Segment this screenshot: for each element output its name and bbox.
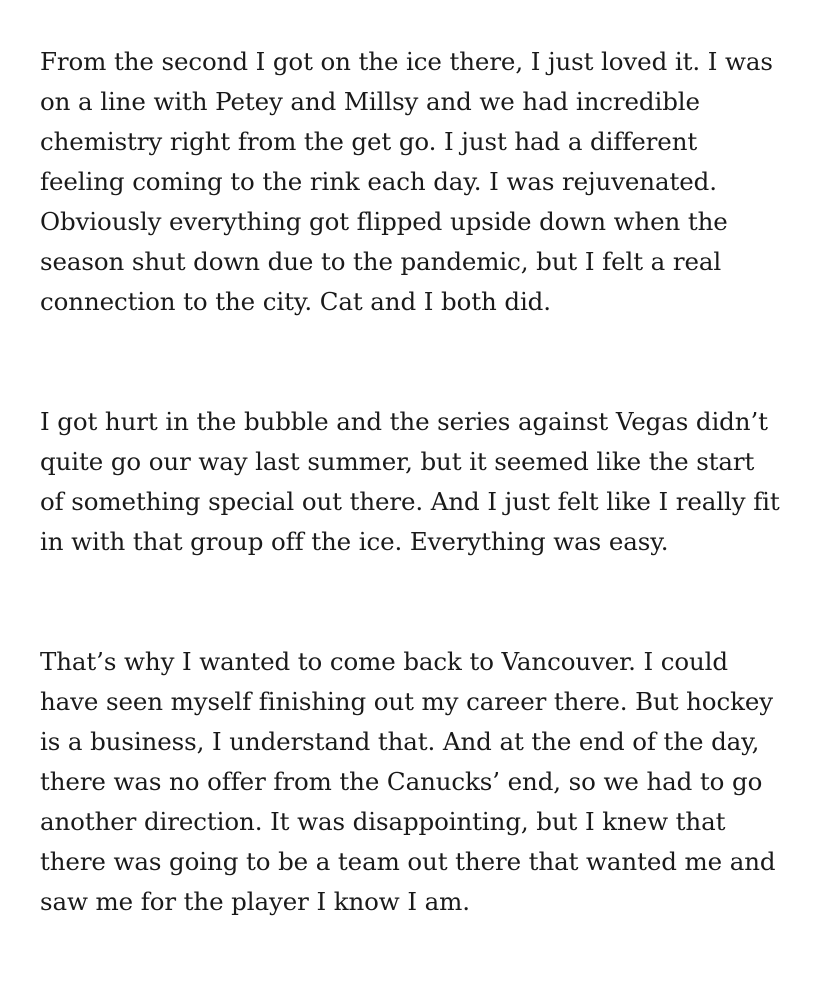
- paragraph-2: [40, 402, 800, 562]
- paragraph-line: in with that group off the ice. Everything was easy.: [40, 527, 669, 556]
- paragraph-line: saw me for the player I know I am.: [40, 887, 470, 916]
- paragraph-line: season shut down due to the pandemic, but I felt a real: [40, 247, 722, 276]
- paragraph-line: quite go our way last summer, but it seemed like the start: [40, 447, 755, 476]
- paragraph-line: feeling coming to the rink each day. I was rejuvenated.: [40, 167, 717, 196]
- paragraph-line: is a business, I understand that. And at the end of the day,: [40, 727, 760, 756]
- article-body: [40, 42, 800, 1002]
- paragraph-line: Obviously everything got flipped upside down when the: [40, 207, 728, 236]
- paragraph-line: connection to the city. Cat and I both did.: [40, 287, 551, 316]
- paragraph-line: there was going to be a team out there that wanted me and: [40, 847, 776, 876]
- paragraph-line: of something special out there. And I just felt like I really fit: [40, 487, 780, 516]
- paragraph-line: there was no offer from the Canucks’ end, so we had to go: [40, 767, 763, 796]
- paragraph-3: [40, 642, 800, 922]
- paragraph-line: From the second I got on the ice there, I just loved it. I was: [40, 47, 773, 76]
- paragraph-line: That’s why I wanted to come back to Vancouver. I could: [40, 647, 728, 676]
- paragraph-1: [40, 42, 800, 322]
- paragraph-line: another direction. It was disappointing, but I knew that: [40, 807, 726, 836]
- paragraph-line: have seen myself finishing out my career there. But hockey: [40, 687, 773, 716]
- paragraph-line: chemistry right from the get go. I just had a different: [40, 127, 698, 156]
- paragraph-line: on a line with Petey and Millsy and we had incredible: [40, 87, 700, 116]
- paragraph-line: I got hurt in the bubble and the series against Vegas didn’t: [40, 407, 768, 436]
